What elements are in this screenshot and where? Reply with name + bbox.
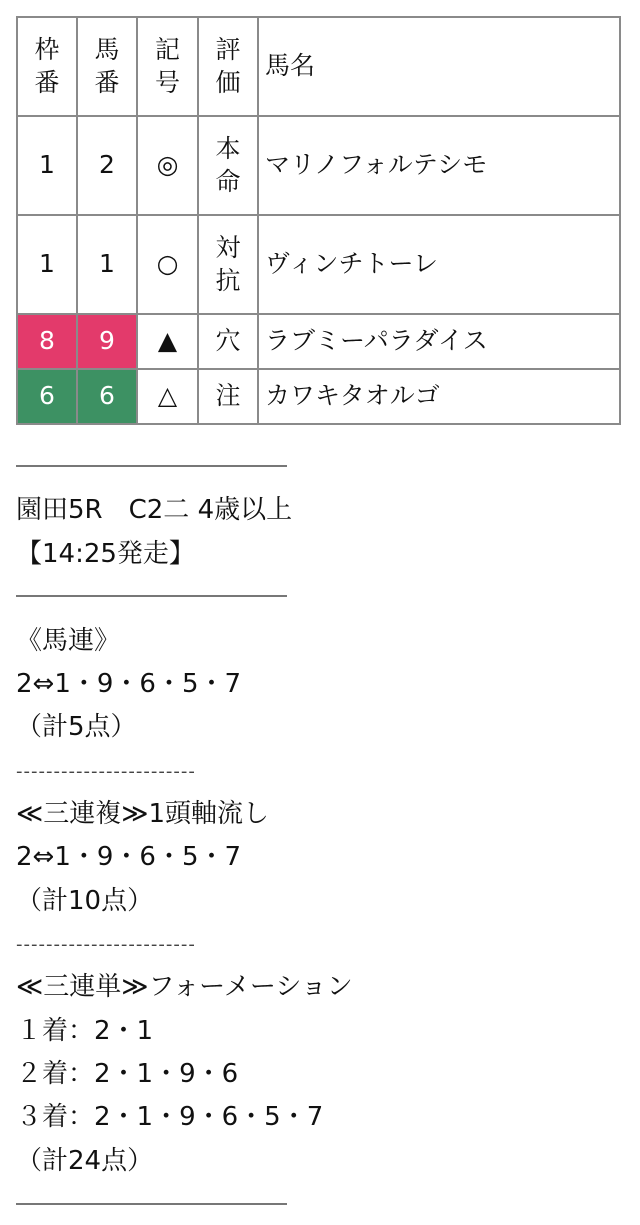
sanrenpuku-heading: ≪三連複≫1頭軸流し <box>16 799 269 829</box>
umaban-cell: 9 <box>77 314 137 369</box>
waku-cell: 8 <box>17 314 77 369</box>
eval-cell: 対 抗 <box>198 215 258 314</box>
eval-cell: 本 命 <box>198 116 258 215</box>
eval-cell: 穴 <box>198 314 258 369</box>
divider-line <box>16 465 287 467</box>
dash-divider: ------------------------ <box>16 761 196 782</box>
table-row <box>17 215 620 314</box>
sanrentan-total: （計24点） <box>16 1146 154 1176</box>
sanrenpuku-total: （計10点） <box>16 886 154 916</box>
table-row <box>17 369 620 424</box>
eval-cell: 注 <box>198 369 258 424</box>
header-mark: 記 号 <box>137 17 198 116</box>
waku-cell: 1 <box>17 116 77 215</box>
prediction-table <box>16 16 621 425</box>
mark-cell: △ <box>137 369 198 424</box>
horse-name-cell: カワキタオルゴ <box>258 369 620 424</box>
race-title: 園田5R C2二 4歳以上 <box>16 495 293 525</box>
umaren-heading: 《馬連》 <box>16 626 121 656</box>
sanrentan-third: ３着：2・1・9・6・5・7 <box>16 1102 324 1132</box>
sanrenpuku-combo: 2⇔1・9・6・5・7 <box>16 842 242 872</box>
horse-name-cell: ヴィンチトーレ <box>258 215 620 314</box>
mark-cell: ○ <box>137 215 198 314</box>
table-row <box>17 314 620 369</box>
sanrentan-first: １着：2・1 <box>16 1016 154 1046</box>
divider-line <box>16 595 287 597</box>
horse-name-cell: ラブミーパラダイス <box>258 314 620 369</box>
mark-cell: ◎ <box>137 116 198 215</box>
header-eval: 評 価 <box>198 17 258 116</box>
race-start-time: 【14:25発走】 <box>16 539 195 569</box>
umaren-total: （計5点） <box>16 712 137 742</box>
divider-line <box>16 1203 287 1205</box>
umaban-cell: 2 <box>77 116 137 215</box>
sanrentan-heading: ≪三連単≫フォーメーション <box>16 972 353 1002</box>
table-row <box>17 116 620 215</box>
horse-name-cell: マリノフォルテシモ <box>258 116 620 215</box>
header-umaban: 馬 番 <box>77 17 137 116</box>
header-waku: 枠 番 <box>17 17 77 116</box>
mark-cell: ▲ <box>137 314 198 369</box>
waku-cell: 1 <box>17 215 77 314</box>
dash-divider: ------------------------ <box>16 934 196 955</box>
umaban-cell: 6 <box>77 369 137 424</box>
table-header-row <box>17 17 620 116</box>
umaren-combo: 2⇔1・9・6・5・7 <box>16 669 242 699</box>
header-horse-name: 馬名 <box>258 17 620 116</box>
umaban-cell: 1 <box>77 215 137 314</box>
waku-cell: 6 <box>17 369 77 424</box>
sanrentan-second: ２着：2・1・9・6 <box>16 1059 239 1089</box>
